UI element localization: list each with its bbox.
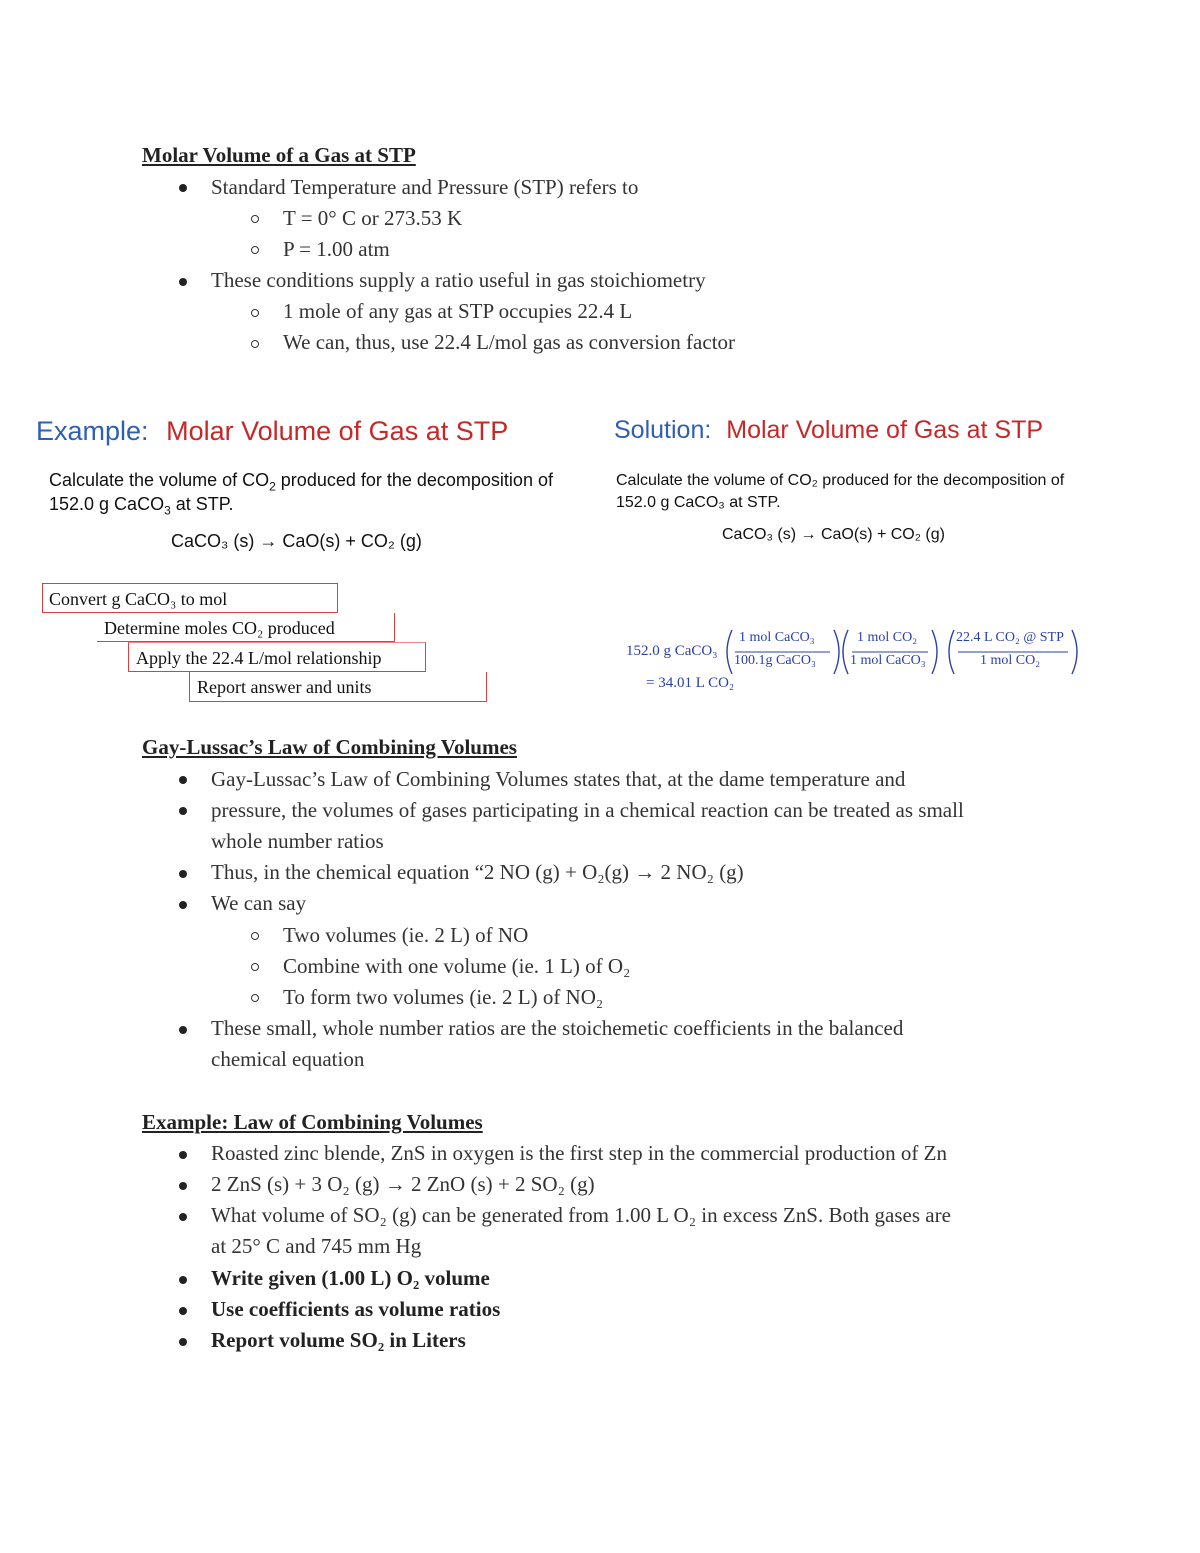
sub-bullet-icon	[251, 340, 259, 348]
bullet-icon	[179, 807, 187, 815]
bullet-text: We can say	[211, 891, 307, 915]
step-determine-label: Determine moles CO₂ produced	[104, 618, 335, 638]
bullet-icon	[179, 1151, 187, 1159]
example-title-prefix: Example:	[36, 416, 149, 446]
bullet-icon	[179, 1213, 187, 1221]
bullet-text: What volume of SO₂ (g) can be generated from 1.00 L O₂ in excess ZnS. Both gases are	[211, 1203, 951, 1227]
calc-factor2-denominator: 1 mol CaCO₃	[850, 653, 926, 668]
example-title	[36, 416, 508, 447]
calc-factor2-numerator: 1 mol CO₂	[857, 630, 918, 645]
sub-bullet-text: We can, thus, use 22.4 L/mol gas as conversion factor	[283, 330, 736, 354]
sub-bullet-icon	[251, 309, 259, 317]
sub-bullet-text: 1 mole of any gas at STP occupies 22.4 L	[283, 299, 633, 323]
bullet-text-bold: Report volume SO₂ in Liters	[211, 1328, 466, 1352]
sub-bullet-icon	[251, 246, 259, 254]
section-heading-molar-volume: Molar Volume of a Gas at STP	[142, 143, 416, 167]
bullet-text-continued: chemical equation	[211, 1047, 365, 1071]
sub-bullet-icon	[251, 994, 259, 1002]
solution-title-main: Molar Volume of Gas at STP	[726, 416, 1044, 444]
example-question-line1: Calculate the volume of $CO_2$ produced for the decomposition of	[49, 470, 553, 494]
bullet-text: These small, whole number ratios are the stoichemetic coefficients in the balanced	[211, 1016, 904, 1040]
bullet-icon	[179, 901, 187, 909]
sub-bullet-icon	[251, 215, 259, 223]
sub-bullet-text: Combine with one volume (ie. 1 L) of O₂	[283, 954, 631, 978]
bullet-text: These conditions supply a ratio useful in gas stoichiometry	[211, 268, 706, 292]
bullet-icon	[179, 870, 187, 878]
bullet-icon	[179, 184, 187, 192]
step-apply-label: Apply the 22.4 L/mol relationship	[136, 648, 382, 668]
bullet-icon	[179, 776, 187, 784]
solution-title	[614, 416, 1043, 445]
sub-bullet-icon	[251, 963, 259, 971]
calc-given: 152.0 g CaCO₃	[626, 643, 718, 659]
solution-question-line1: Calculate the volume of CO₂ produced for the decomposition of	[616, 472, 1065, 489]
solution-equation: CaCO₃ (s) → CaO(s) + CO₂ (g)	[722, 526, 945, 543]
bullet-text: pressure, the volumes of gases participating in a chemical reaction can be treated as small	[211, 798, 964, 822]
calc-factor1-numerator: 1 mol CaCO₃	[739, 630, 815, 645]
step-report-label: Report answer and units	[197, 677, 372, 697]
bullet-icon	[179, 1338, 187, 1346]
sub-bullet-icon	[251, 932, 259, 940]
example-title-main: Molar Volume of Gas at STP	[166, 416, 509, 446]
bullet-text: Gay-Lussac’s Law of Combining Volumes states that, at the dame temperature and	[211, 767, 906, 791]
section-heading-gay-lussac: Gay-Lussac’s Law of Combining Volumes	[142, 735, 517, 759]
bullet-text-continued: whole number ratios	[211, 829, 384, 853]
bullet-icon	[179, 1307, 187, 1315]
bullet-icon	[179, 1182, 187, 1190]
bullet-icon	[179, 278, 187, 286]
calc-factor3-numerator: 22.4 L CO₂ @ STP	[956, 630, 1064, 645]
bullet-text: Standard Temperature and Pressure (STP) refers to	[211, 175, 639, 199]
section-heading-example-combining: Example: Law of Combining Volumes	[142, 1110, 483, 1134]
calc-result: = 34.01 L CO₂	[646, 675, 735, 691]
sub-bullet-text: P = 1.00 atm	[283, 237, 390, 261]
calc-factor3-denominator: 1 mol CO₂	[980, 653, 1041, 668]
sub-bullet-text: Two volumes (ie. 2 L) of NO	[283, 923, 529, 947]
calc-factor1-denominator: 100.1g CaCO₃	[734, 653, 816, 668]
example-question-line2: 152.0 g CaCO$_3$ at STP.	[49, 494, 234, 518]
sub-bullet-text: To form two volumes (ie. 2 L) of NO₂	[283, 985, 604, 1009]
bullet-text-continued: at 25° C and 745 mm Hg	[211, 1234, 422, 1258]
bullet-text: 2 ZnS (s) + 3 O₂ (g) → 2 ZnO (s) + 2 SO₂ (g)	[211, 1172, 595, 1196]
step-convert-label: Convert g CaCO₃ to mol	[49, 589, 228, 609]
solution-question-line2: 152.0 g CaCO₃ at STP.	[616, 494, 781, 511]
example-equation: CaCO₃ (s) → CaO(s) + CO₂ (g)	[171, 531, 422, 551]
sub-bullet-text: T = 0° C or 273.53 K	[283, 206, 463, 230]
solution-title-prefix: Solution:	[614, 416, 712, 444]
bullet-text: Roasted zinc blende, ZnS in oxygen is the first step in the commercial production of Zn	[211, 1141, 947, 1165]
bullet-icon	[179, 1276, 187, 1284]
bullet-text-bold: Use coefficients as volume ratios	[211, 1297, 501, 1321]
bullet-text: Thus, in the chemical equation “2 NO (g) + O₂(g) → 2 NO₂ (g)	[211, 860, 744, 884]
bullet-text-bold: Write given (1.00 L) O₂ volume	[211, 1266, 490, 1290]
bullet-icon	[179, 1026, 187, 1034]
